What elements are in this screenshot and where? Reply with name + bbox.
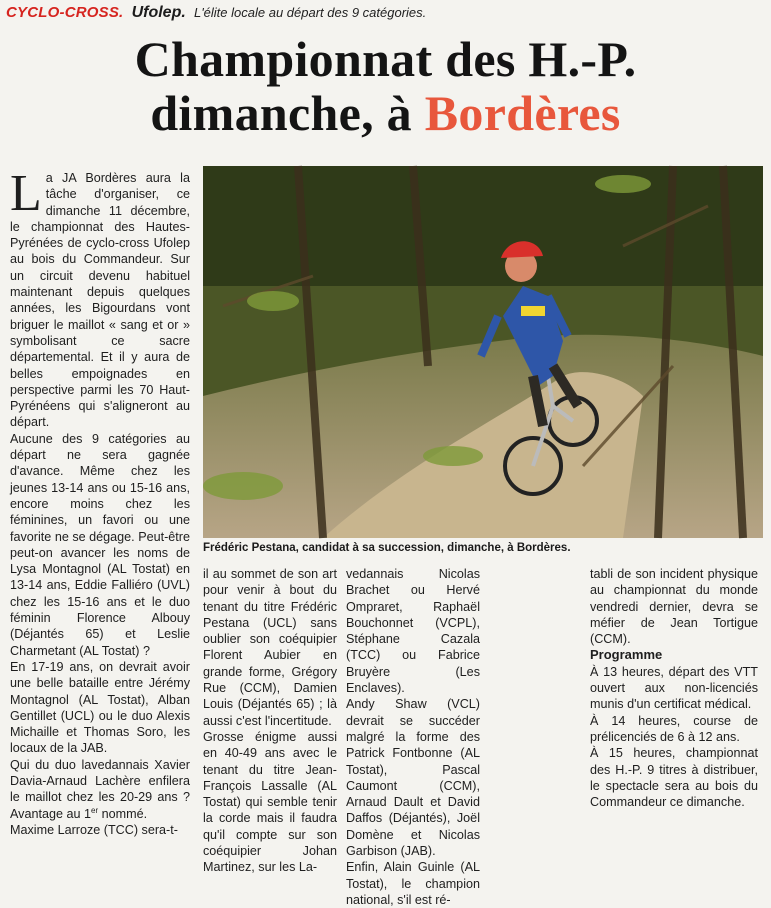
article-kicker xyxy=(6,4,426,22)
text-nomme: nommé. xyxy=(98,806,148,821)
text-20-29: Qui du duo lavedannais Xavier Davia-Arnaud Lachère enfilera le maillot chez les 20-29 ans ? Avantage au 1 xyxy=(10,757,190,821)
paragraph-40-49: Grosse énigme aussi en 40-49 ans avec le tenant du titre Jean-François Lassalle (AL Tostat) qui semble tenir la corde mais il faudra qu'il compte sur son coéquipier Johan Martinez, sur les La- xyxy=(203,729,337,875)
paragraph-intro xyxy=(10,165,190,431)
kicker-subtitle: L'élite locale au départ des 9 catégories. xyxy=(193,5,427,20)
cyclist-photo-illustration xyxy=(203,166,763,538)
programme-item: À 15 heures, championnat des H.-P. 9 titres à distribuer, le spectacle sera au bois du Commandeur ce dimanche. xyxy=(590,746,758,810)
body-column-3 xyxy=(346,566,480,907)
paragraph-guinle: Enfin, Alain Guinle (AL Tostat), le champion national, s'il est ré- xyxy=(346,860,480,907)
kicker-category: CYCLO-CROSS. xyxy=(6,4,124,21)
body-column-4 xyxy=(590,566,758,810)
paragraph-17-19: En 17-19 ans, on devrait avoir une belle bataille entre Jérémy Montagnol (AL Tostat), Alban Gentillet (UCL) ou le duo Alexis Michaille et Thomas Soro, les locaux de la JAB. xyxy=(10,659,190,756)
body-column-1 xyxy=(10,165,190,837)
article-headline xyxy=(0,32,771,140)
superscript-er: er xyxy=(91,805,99,815)
paragraph-categories: Aucune des 9 catégories au départ ne sera gagnée d'avance. Même chez les jeunes 13-14 ans ou 15-16 ans, encore moins chez les féminines, un favori ou une favorite ne se dégage. Peut-être peut-on avancer les noms de Lysa Montagnol (AL Tostat) en 13-14 ans, Eddie Falliéro (UVL) chez les 15-16 ans et le duo féminin Florence Albouy (Déjantés 65) et Leslie Charmetant (AL Tostat) ? xyxy=(10,431,190,658)
body-column-2 xyxy=(203,566,337,875)
programme-title: Programme xyxy=(590,647,663,663)
kicker-org: Ufolep. xyxy=(131,4,186,21)
paragraph-lavedannais: vedannais Nicolas Brachet ou Hervé Ompraret, Raphaël Bouchonnet (VCPL), Stéphane Cazala (TCC) ou Fabrice Bruyère (Les Enclaves). xyxy=(346,567,480,696)
paragraph-20-29 xyxy=(10,757,190,822)
paragraph-shaw: Andy Shaw (VCL) devrait se succéder malgré la forme des Patrick Fontbonne (AL Tostat), Pascal Caumont (CCM), Arnaud Dault et David Daffos (Déjantés), Joël Domène et Nicolas Garbison (JAB). xyxy=(346,697,480,859)
drop-cap: L xyxy=(10,165,42,222)
photo-caption: Frédéric Pestana, candidat à sa succession, dimanche, à Bordères. xyxy=(203,542,571,554)
headline-line2 xyxy=(0,86,771,140)
paragraph-larroze: Maxime Larroze (TCC) sera-t- xyxy=(10,822,178,837)
paragraph-tortigue: tabli de son incident physique au championnat du monde vendredi dernier, devra se méfier de Jean Tortigue (CCM). xyxy=(590,567,758,647)
programme-item: À 13 heures, départ des VTT ouvert aux non-licenciés munis d'un certificat médical. xyxy=(590,664,758,712)
article-photo xyxy=(203,166,763,538)
programme-item: À 14 heures, course de prélicenciés de 6 à 12 ans. xyxy=(590,713,758,744)
intro-text: a JA Bordères aura la tâche d'organiser, ce dimanche 11 décembre, le championnat des Hautes-Pyrénées de cyclo-cross Ufolep au bois du Commandeur. Sur un circuit devenu habituel maintenant depuis quelques années, les Bigourdans vont briguer le maillot « sang et or » symbolisant ce sacre départemental. Et il y aura de belles empoignades en perspective parmi les 70 Haut-Pyrénéens qui s'aligneront au départ. xyxy=(10,171,190,430)
paragraph-pestana: il au sommet de son art pour venir à bout du tenant du titre Frédéric Pestana (UCL) sans oublier son coéquipier Florent Aubier en grande forme, Grégory Rue (CCM), Damien Louis (Déjantés 65) ; là aussi c'est l'incertitude. xyxy=(203,567,337,728)
headline-line1: Championnat des H.-P. xyxy=(134,31,637,87)
headline-place: Bordères xyxy=(424,85,621,141)
headline-line2-prefix: dimanche, à xyxy=(150,85,425,141)
